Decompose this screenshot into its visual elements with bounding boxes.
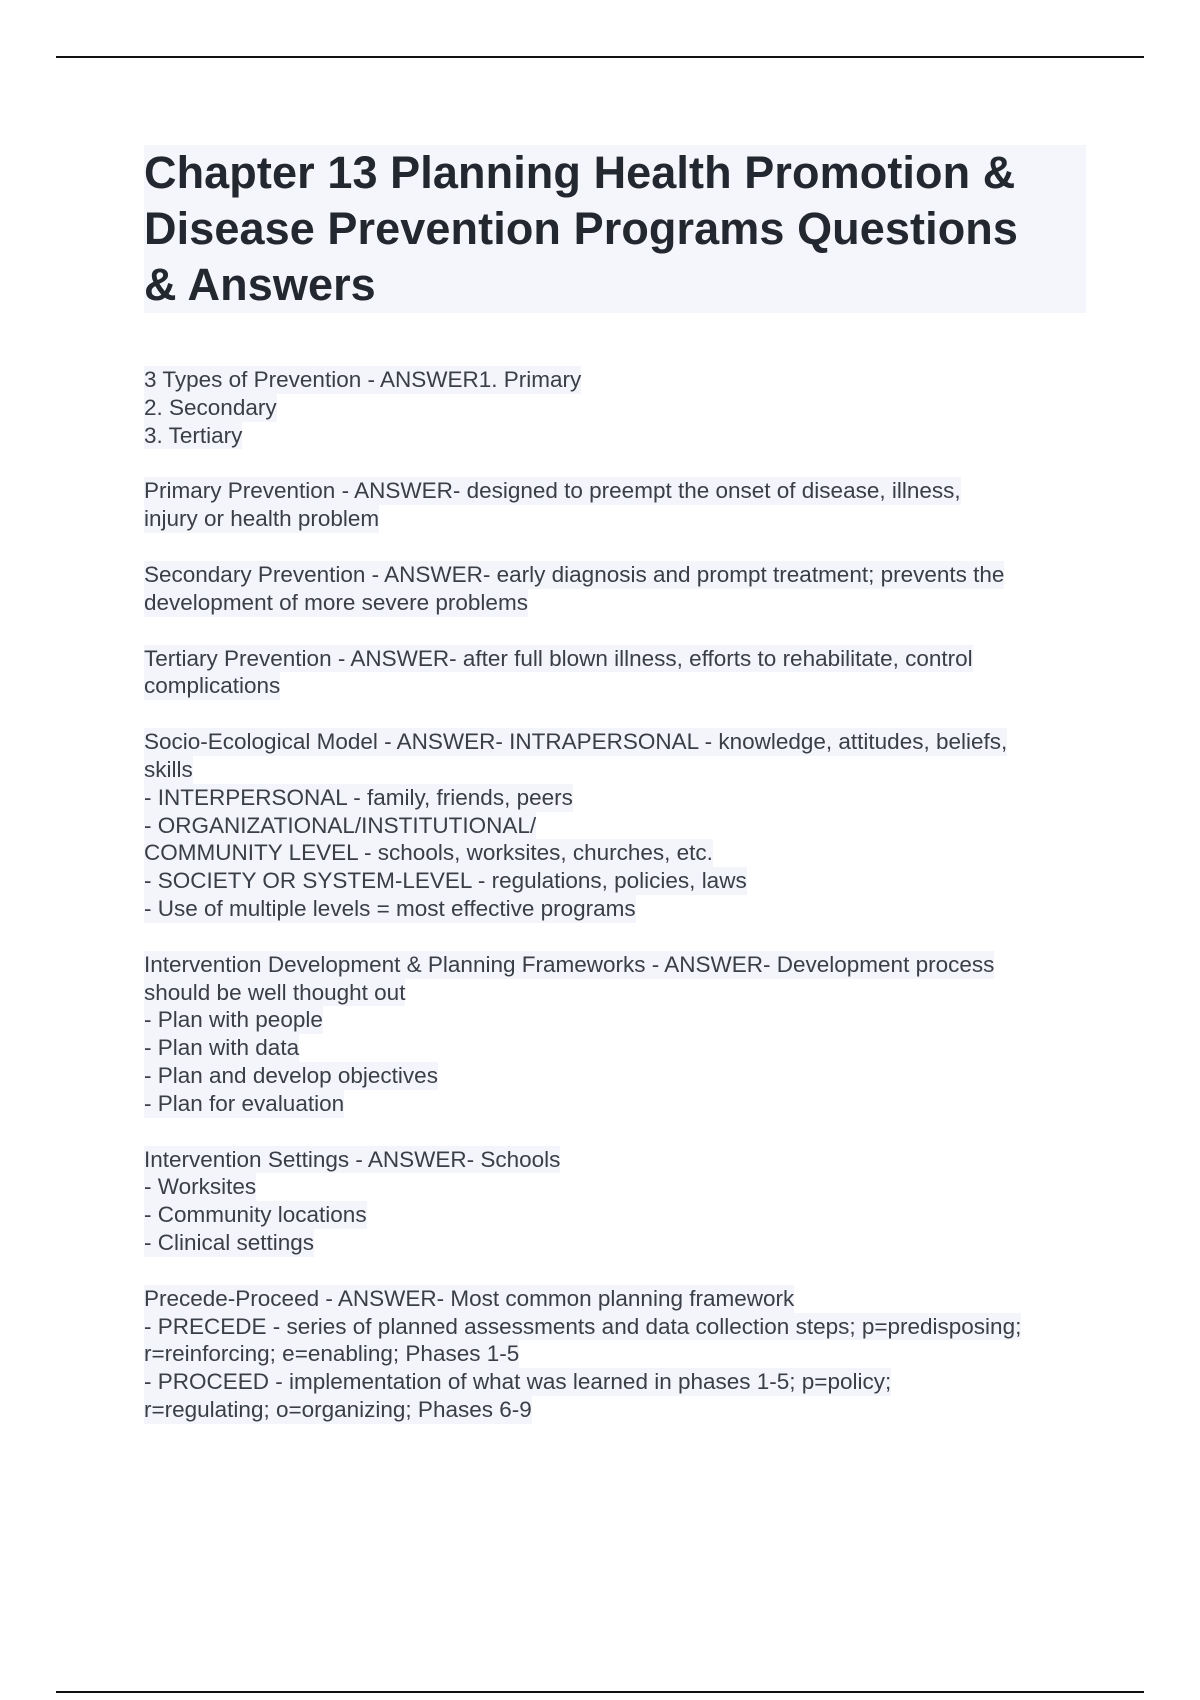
qa-line: - Community locations (144, 1202, 367, 1228)
title-line: Disease Prevention Programs Questions (144, 203, 1019, 254)
qa-entry-socio-ecological-model (144, 728, 1089, 923)
qa-entry-primary-prevention (144, 477, 1089, 533)
qa-line: - Plan with data (144, 1035, 300, 1061)
document-title (144, 145, 1086, 313)
bottom-divider (56, 1691, 1144, 1693)
qa-list (144, 366, 1089, 1452)
top-divider (56, 56, 1144, 58)
qa-line: Intervention Development & Planning Frameworks - ANSWER- Development process (144, 951, 995, 977)
qa-entry-tertiary-prevention (144, 645, 1089, 701)
qa-line: development of more severe problems (144, 589, 528, 615)
qa-line: Tertiary Prevention - ANSWER- after full blown illness, efforts to rehabilitate, control (144, 645, 973, 671)
qa-entry-precede-proceed (144, 1285, 1089, 1424)
qa-entry-secondary-prevention (144, 561, 1089, 617)
qa-line: - Plan for evaluation (144, 1090, 345, 1116)
qa-line: should be well thought out (144, 979, 406, 1005)
qa-line: Secondary Prevention - ANSWER- early diagnosis and prompt treatment; prevents the (144, 561, 1005, 587)
qa-line: - Clinical settings (144, 1229, 315, 1255)
qa-line: - Plan and develop objectives (144, 1062, 438, 1088)
qa-line: - SOCIETY OR SYSTEM-LEVEL - regulations, policies, laws (144, 868, 747, 894)
qa-entry-types-of-prevention (144, 366, 1089, 449)
title-line: & Answers (144, 259, 376, 310)
qa-line: - PRECEDE - series of planned assessments and data collection steps; p=predisposing; (144, 1313, 1022, 1339)
qa-line: COMMUNITY LEVEL - schools, worksites, churches, etc. (144, 840, 713, 866)
qa-line: Intervention Settings - ANSWER- Schools (144, 1146, 561, 1172)
qa-entry-intervention-frameworks (144, 951, 1089, 1118)
qa-line: 3 Types of Prevention - ANSWER1. Primary (144, 367, 582, 392)
qa-line: - Plan with people (144, 1007, 323, 1033)
qa-line: skills (144, 756, 193, 782)
qa-line: r=reinforcing; e=enabling; Phases 1-5 (144, 1341, 520, 1367)
qa-line: Socio-Ecological Model - ANSWER- INTRAPERSONAL - knowledge, attitudes, beliefs, (144, 729, 1008, 755)
qa-line: Primary Prevention - ANSWER- designed to preempt the onset of disease, illness, (144, 478, 961, 504)
qa-line: complications (144, 673, 281, 699)
qa-line: 3. Tertiary (144, 422, 243, 448)
qa-line: r=regulating; o=organizing; Phases 6-9 (144, 1396, 532, 1422)
qa-line: - PROCEED - implementation of what was learned in phases 1-5; p=policy; (144, 1369, 892, 1395)
qa-entry-intervention-settings (144, 1146, 1089, 1257)
qa-line: 2. Secondary (144, 394, 277, 420)
qa-line: Precede-Proceed - ANSWER- Most common planning framework (144, 1285, 795, 1311)
qa-line: - INTERPERSONAL - family, friends, peers (144, 784, 573, 810)
qa-line: - Use of multiple levels = most effective programs (144, 895, 636, 921)
title-line: Chapter 13 Planning Health Promotion & (144, 147, 1016, 198)
qa-line: - Worksites (144, 1174, 257, 1200)
qa-line: - ORGANIZATIONAL/INSTITUTIONAL/ (144, 812, 537, 838)
qa-line: injury or health problem (144, 506, 380, 532)
title-block (144, 145, 1086, 313)
